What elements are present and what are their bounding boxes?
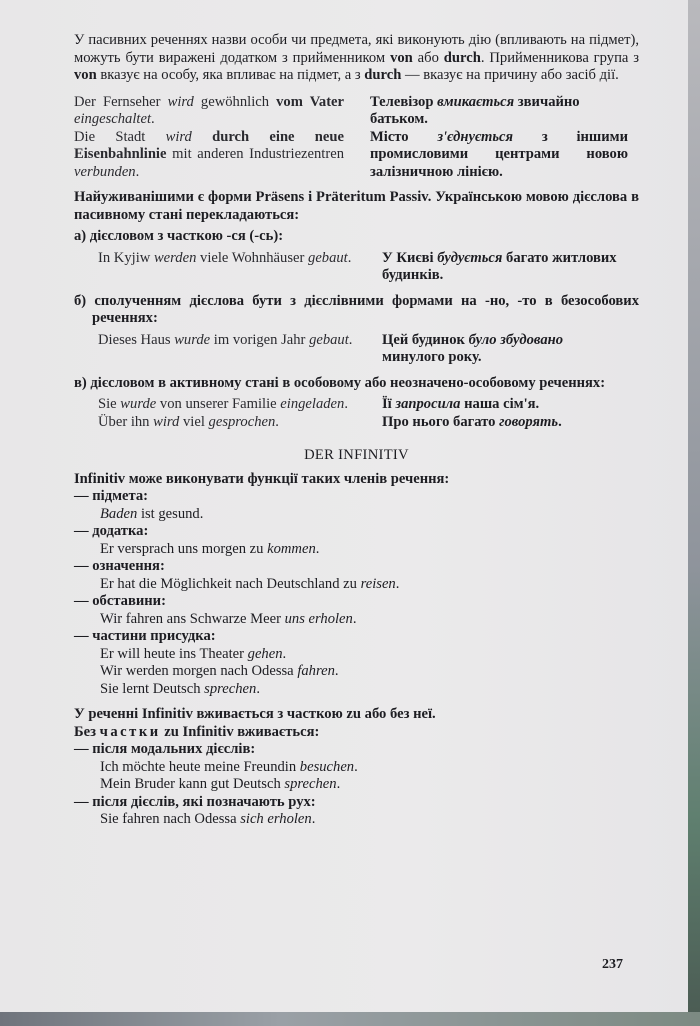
- text: gewöhnlich: [193, 93, 277, 110]
- term-durch: durch: [443, 49, 481, 66]
- text: минулого року.: [382, 349, 482, 365]
- function-label: — додатка:: [74, 523, 149, 539]
- example-ua: [382, 250, 622, 285]
- agent: durch eine neue Eisenbahnlinie: [74, 128, 344, 162]
- text: багато житлових будинків.: [382, 249, 617, 283]
- infinitive: gehen: [247, 645, 283, 662]
- text: viele Wohnhäuser: [196, 249, 309, 266]
- infinitive: uns erholen: [284, 610, 353, 627]
- text: Sie: [98, 396, 121, 412]
- example: [74, 506, 639, 524]
- text: Über ihn: [98, 413, 154, 430]
- examples-a: [98, 250, 639, 285]
- rule-c: в) дієсловом в активному стані в особовому або неозначено-особовому реченнях:: [74, 374, 606, 391]
- text: Телевізор: [370, 93, 438, 110]
- page-number: 237: [602, 957, 623, 972]
- verb: вмикається: [437, 93, 515, 110]
- participle: verbunden: [74, 163, 136, 180]
- example-ua: [382, 396, 622, 414]
- example: Sie fahren nach Odessa sich erholen.: [100, 811, 316, 827]
- verb: wird: [153, 413, 180, 430]
- text: У реченні Infinitiv вживається з часткою: [74, 706, 347, 722]
- text: Dieses Haus: [98, 331, 175, 348]
- function-label: — підмета:: [74, 488, 149, 504]
- text: von unserer Familie: [156, 396, 281, 412]
- example-ua: [370, 94, 628, 129]
- examples-b: [98, 332, 639, 367]
- zu-usage: [74, 706, 639, 829]
- example-ua: Про нього багато говорять.: [382, 413, 562, 430]
- verb: wurde: [120, 396, 157, 412]
- text: Її: [382, 396, 396, 412]
- text: — вказує на причину або засіб дії.: [401, 67, 619, 83]
- text: з іншими промисловими центрами новою залізничною лінією.: [370, 128, 629, 180]
- infinitive: reisen: [360, 575, 396, 592]
- text: У Києві: [382, 249, 438, 266]
- participle: gebaut: [308, 249, 348, 266]
- text: Er versprach uns morgen zu: [100, 540, 268, 557]
- example-de: Sie wurde von unserer Familie eingeladen.: [98, 396, 348, 412]
- text: Wir werden morgen nach Odessa: [100, 663, 298, 679]
- rule-b: б) сполученням дієслова бути з дієслівними формами на -но, -то в безособових реченнях:: [74, 292, 639, 326]
- example-de: Dieses Haus wurde im vorigen Jahr gebaut.: [98, 331, 353, 348]
- example: Ich möchte heute meine Freundin besuchen.: [100, 758, 358, 775]
- text: viel: [179, 413, 209, 430]
- participle: eingeschaltet: [74, 111, 151, 127]
- text: Про нього багато: [382, 413, 500, 430]
- verb: будується: [437, 249, 503, 266]
- section-heading: DER INFINITIV: [304, 447, 409, 463]
- example: Wir fahren ans Schwarze Meer uns erholen.: [100, 610, 357, 627]
- example: Sie lernt Deutsch sprechen.: [100, 680, 260, 697]
- infinitive: besuchen: [299, 758, 355, 775]
- term-zu: zu: [160, 723, 179, 740]
- example-ua: [370, 129, 628, 182]
- example-de: Über ihn wird viel gesprochen.: [98, 413, 279, 430]
- text: Wir fahren ans Schwarze Meer: [100, 610, 285, 627]
- verb: wird: [165, 128, 192, 145]
- text: Цей будинок: [382, 331, 469, 348]
- zu-rule: [74, 706, 639, 724]
- text: Er hat die Möglichkeit nach Deutschland zu: [100, 575, 361, 592]
- participle: gebaut: [309, 331, 349, 348]
- rule-a: а) дієсловом з часткою -ся (-сь):: [74, 228, 284, 244]
- text: ist gesund.: [137, 505, 204, 522]
- example-de: Der Fernseher wird gewöhnlich vom Vater eingeschaltet.: [74, 93, 345, 127]
- infinitive: kommen: [267, 540, 316, 557]
- text: [192, 129, 212, 145]
- zu-rule: [74, 724, 639, 742]
- example: Wir werden morgen nach Odessa fahren.: [100, 663, 339, 679]
- text: . Прийменникова група з: [480, 49, 640, 66]
- example-ua: [382, 332, 622, 367]
- term-von: von: [390, 49, 413, 66]
- function-label: — обставини:: [74, 593, 166, 609]
- passive-examples: [74, 94, 639, 182]
- forms-paragraph: Найуживанішими є форми Präsens і Präteritum Passiv. Українською мовою дієслова в пасивному стані перекладаються:: [74, 189, 639, 223]
- text: im vorigen Jahr: [210, 331, 310, 348]
- usage-label: — після модальних дієслів:: [74, 741, 256, 757]
- text: або без неї.: [361, 706, 436, 722]
- example: Er versprach uns morgen zu kommen.: [100, 540, 320, 557]
- verb: werden: [153, 249, 197, 266]
- agent: vom Vater: [276, 93, 345, 110]
- text: In Kyjiw: [98, 249, 154, 266]
- participle: eingeladen: [280, 396, 345, 412]
- text: У пасивних реченнях назви особи чи предмета, які виконують дію (впливають на підмет), можуть бути виражені додатком з прийменником: [74, 32, 639, 66]
- examples-c: [98, 396, 639, 431]
- infinitive: sprechen: [204, 680, 257, 697]
- text: Die Stadt: [74, 128, 166, 145]
- term-durch: durch: [364, 67, 402, 83]
- text: mit anderen Industriezentren: [166, 146, 344, 162]
- text: Sie fahren nach Odessa: [100, 811, 241, 827]
- example-de: Die Stadt wird durch eine neue Eisenbahnlinie mit anderen Industriezentren verbunden.: [74, 128, 344, 180]
- page-edge-bottom: [0, 1012, 700, 1026]
- text: наша сім'я.: [460, 396, 540, 412]
- verb: з'єднується: [437, 128, 514, 145]
- intro-paragraph: [74, 32, 639, 85]
- infinitive: fahren: [297, 663, 335, 679]
- verb: запросила: [395, 396, 461, 412]
- example: Mein Bruder kann gut Deutsch sprechen.: [100, 776, 341, 792]
- verb: wird: [167, 93, 194, 110]
- lead-text: Infinitiv може виконувати функції таких членів речення:: [74, 470, 450, 487]
- term-von: von: [74, 67, 97, 83]
- example: Er hat die Möglichkeit nach Deutschland zu reisen.: [100, 575, 400, 592]
- text: Ich möchte heute meine Freundin: [100, 758, 300, 775]
- verb: говорять: [499, 413, 559, 430]
- text: звичайно батьком.: [370, 93, 580, 127]
- function-label: — частини присудка:: [74, 628, 216, 644]
- infinitive: Baden: [100, 505, 138, 522]
- infinitive: sprechen: [284, 776, 337, 792]
- usage-label: — після дієслів, які позначають рух:: [74, 793, 316, 810]
- verb: wurde: [174, 331, 211, 348]
- infinitive: sich erholen: [240, 811, 312, 827]
- example-de: In Kyjiw werden viele Wohnhäuser gebaut.: [98, 249, 352, 266]
- text: вказує на особу, яка впливає на підмет, а з: [96, 67, 365, 83]
- text: Der Fernseher: [74, 93, 168, 110]
- text: Er will heute ins Theater: [100, 645, 248, 662]
- text: Mein Bruder kann gut Deutsch: [100, 776, 285, 792]
- text: Infinitiv вживається:: [178, 723, 320, 740]
- text: або: [412, 49, 444, 66]
- text: Без: [74, 723, 100, 740]
- page-edge-right: [688, 0, 700, 1026]
- function-label: — означення:: [74, 558, 165, 574]
- infinitiv-functions: [74, 471, 639, 699]
- term-zu: zu: [346, 706, 361, 722]
- verb: було збудовано: [468, 331, 564, 348]
- page-content: [74, 32, 639, 829]
- example: Er will heute ins Theater gehen.: [100, 645, 287, 662]
- spaced-word: частки: [99, 723, 161, 740]
- text: Sie lernt Deutsch: [100, 680, 205, 697]
- participle: gesprochen: [208, 413, 276, 430]
- text: Місто: [370, 128, 438, 145]
